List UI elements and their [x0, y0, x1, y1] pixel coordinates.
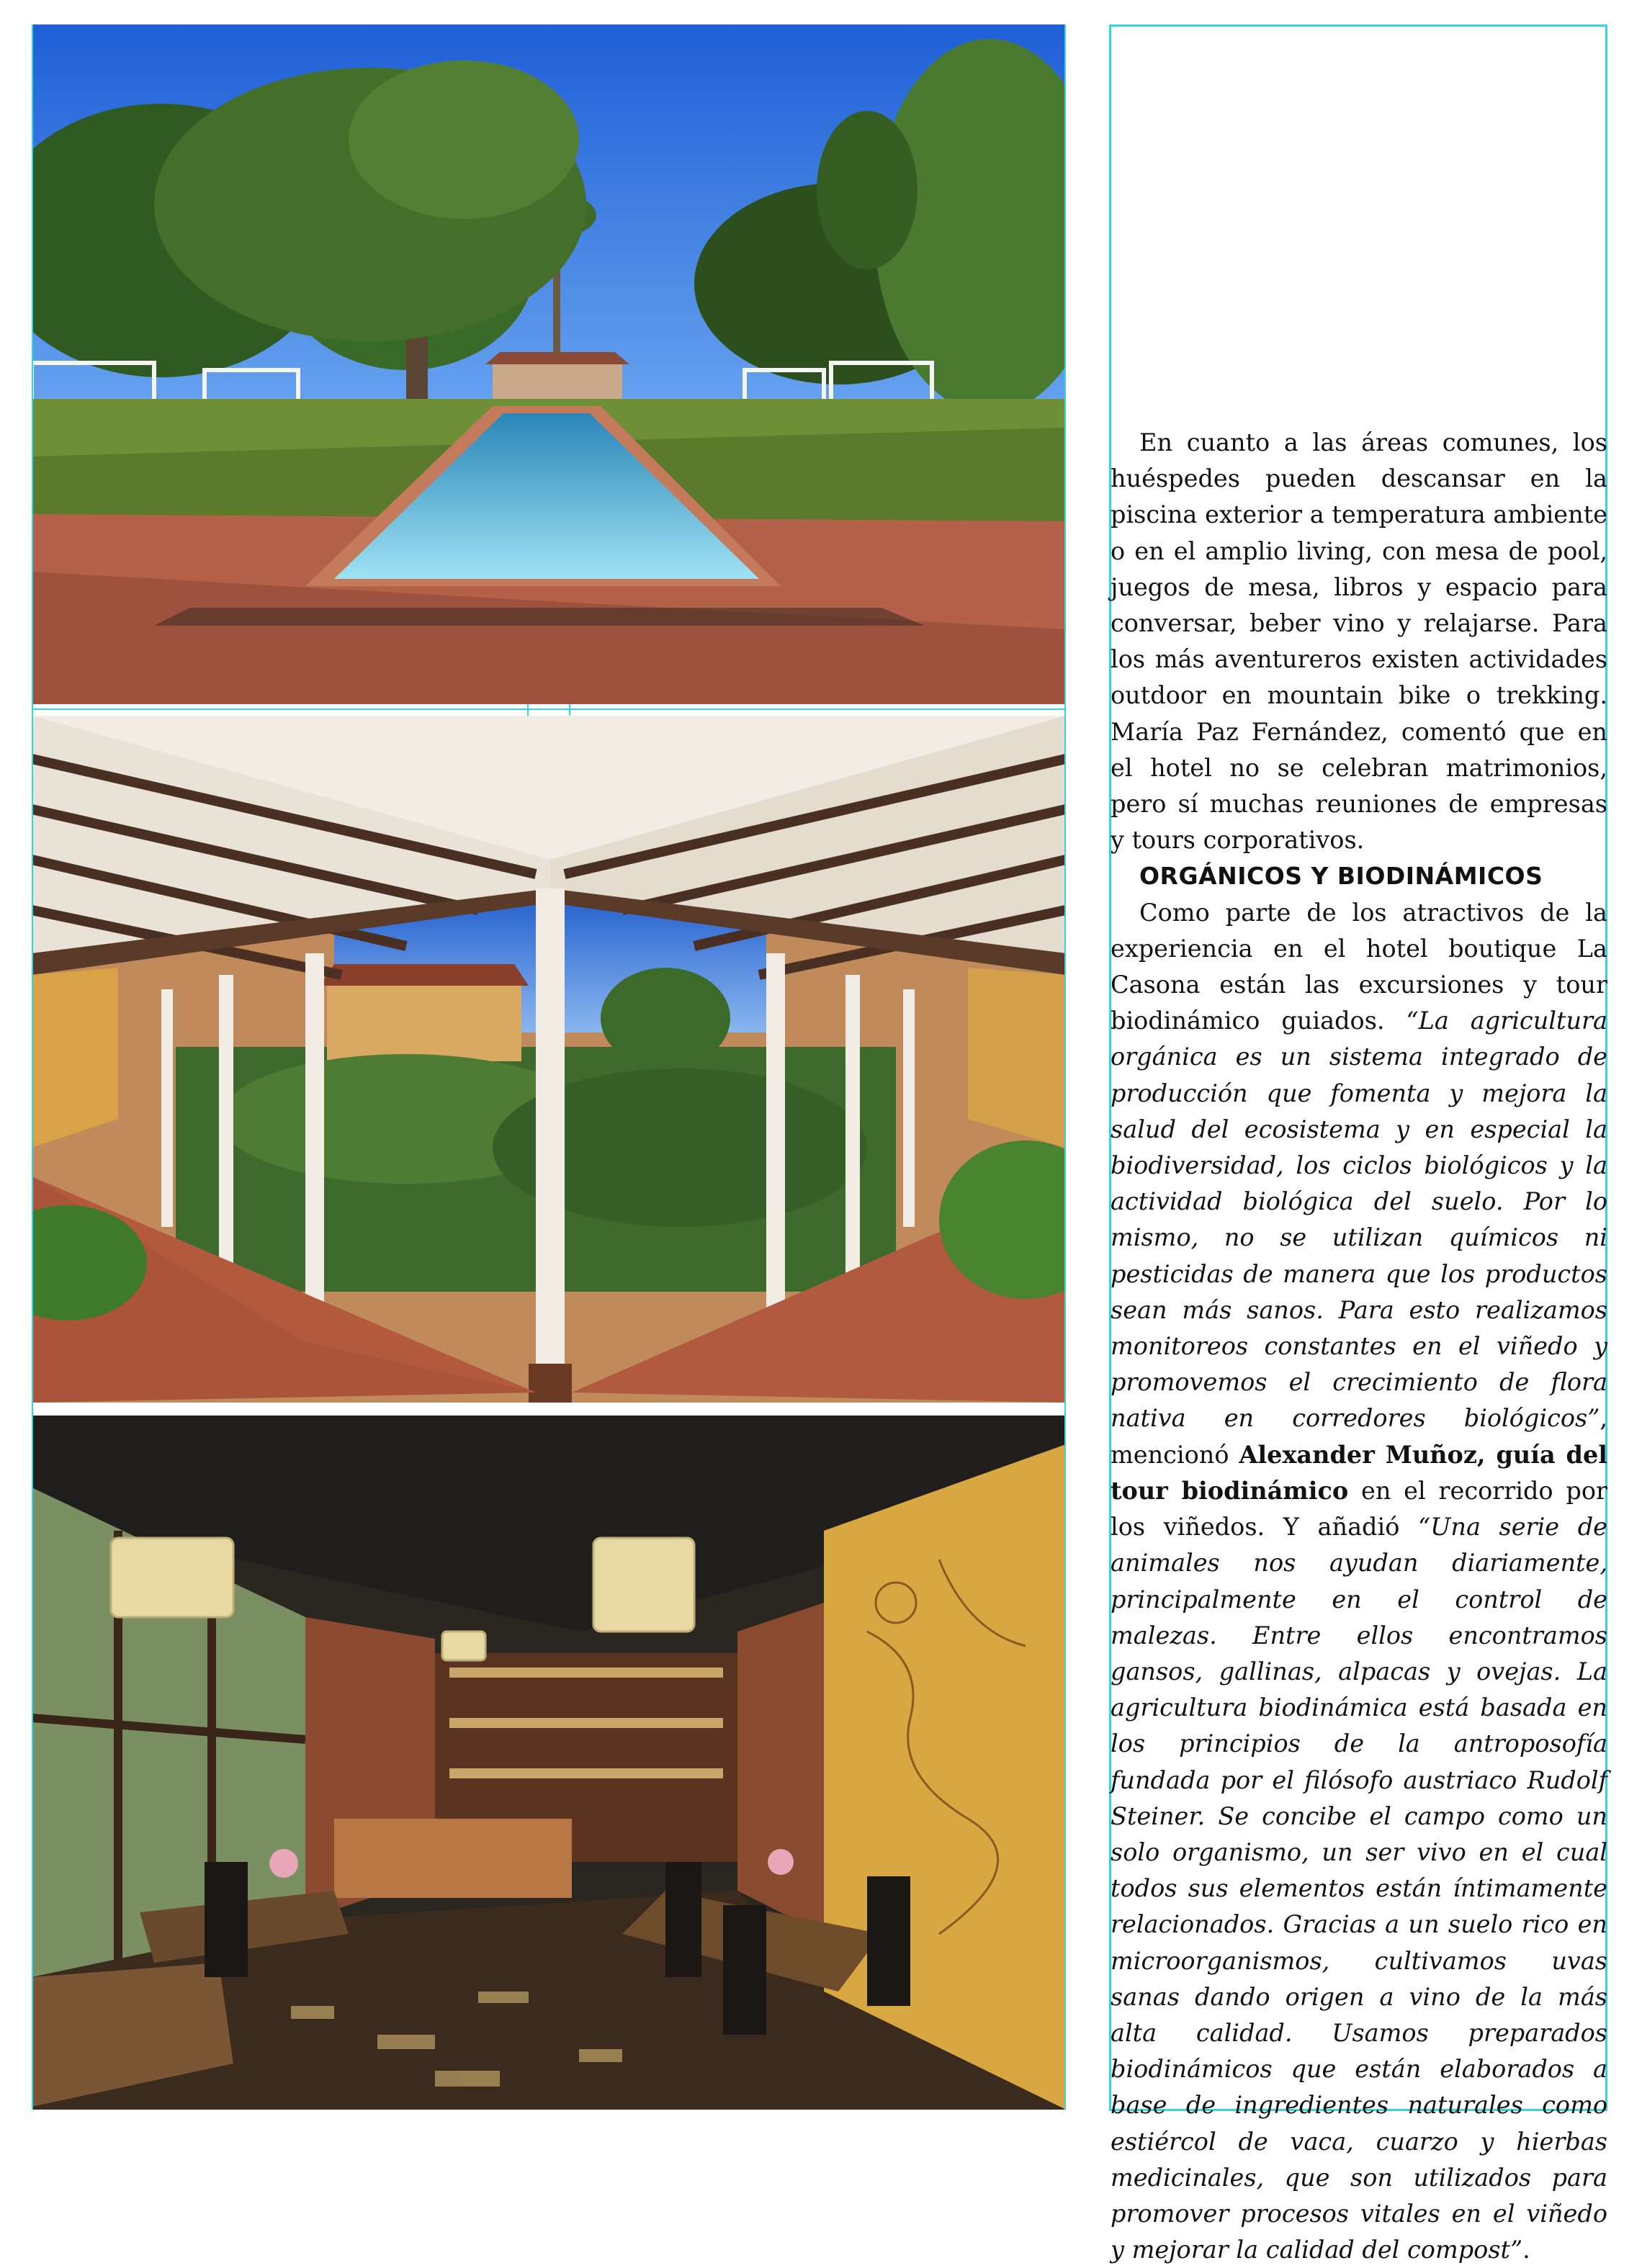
- section-heading: ORGÁNICOS Y BIODINÁMICOS: [1139, 862, 1543, 891]
- guide-line: [32, 708, 1066, 710]
- guide-line: [527, 704, 529, 716]
- guide-line: [569, 704, 570, 716]
- article-body: [1111, 425, 1607, 2268]
- paragraph-text: , mencionó: [1111, 1404, 1607, 1469]
- quote-text: “La agricultura orgánica es un sistema integrado de producción que fomenta y mejora la salud del ecosistema y en especial la biodiversidad, los ciclos biológicos y la actividad biológica del suelo. Por lo mismo, no se utilizan químicos ni pesticidas de manera que los productos sean más sanos. Para esto realizamos monitoreos constantes en el viñedo y promovemos el crecimiento de flora nativa en corredores biológicos”: [1111, 1007, 1608, 1433]
- wine-shop-interior-photo: [32, 1416, 1066, 2110]
- speaker-name: Alexander Muñoz, guía del tour biodinámico: [1111, 1440, 1607, 1505]
- guide-line: [32, 24, 33, 2110]
- paragraph-text: .: [1522, 2236, 1530, 2264]
- article-paragraph: En cuanto a las áreas comunes, los huéspedes pueden descansar en la piscina exterior a temperatura ambiente o en el amplio living, con mesa de pool, juegos de mesa, libros y espacio para conversar, beber vino y relajarse. Para los más aventureros existen actividades outdoor en mountain bike o trekking. María Paz Fernández, comentó que en el hotel no se celebran matrimonios, pero sí muchas reuniones de empresas y tours corporativos.: [1111, 428, 1607, 855]
- paragraph-text: en el recorrido por los viñedos. Y añadió: [1111, 1476, 1607, 1542]
- quote-text: “Una serie de animales nos ayudan diariamente, principalmente en el control de malezas. Entre ellos encontramos gansos, gallinas, alpacas y ovejas. La agricultura biodinámica está basada en los principios de la antroposofía fundada por el filósofo austriaco Rudolf Steiner. Se concibe el campo como un solo organismo, un ser vivo en el cual todos sus elementos están íntimamente relacionados. Gracias a un suelo rico en microorganismos, cultivamos uvas sanas dando origen a vino de la más alta calidad. Usamos preparados biodinámicos que están elaborados a base de ingredientes naturales como estiércol de vaca, cuarzo y hierbas medicinales, que son utilizados para promover procesos vitales en el viñedo y mejorar la calidad del compost”: [1111, 1513, 1607, 2264]
- article-paragraph: [1111, 895, 1607, 2268]
- paragraph-intro: Como parte de los atractivos de la experiencia en el hotel boutique La Casona están las excursiones y tour biodinámico guiados.: [1111, 898, 1607, 1035]
- corridor-courtyard-photo: [32, 716, 1066, 1403]
- pool-garden-photo: [32, 24, 1066, 704]
- guide-line: [1064, 24, 1066, 2110]
